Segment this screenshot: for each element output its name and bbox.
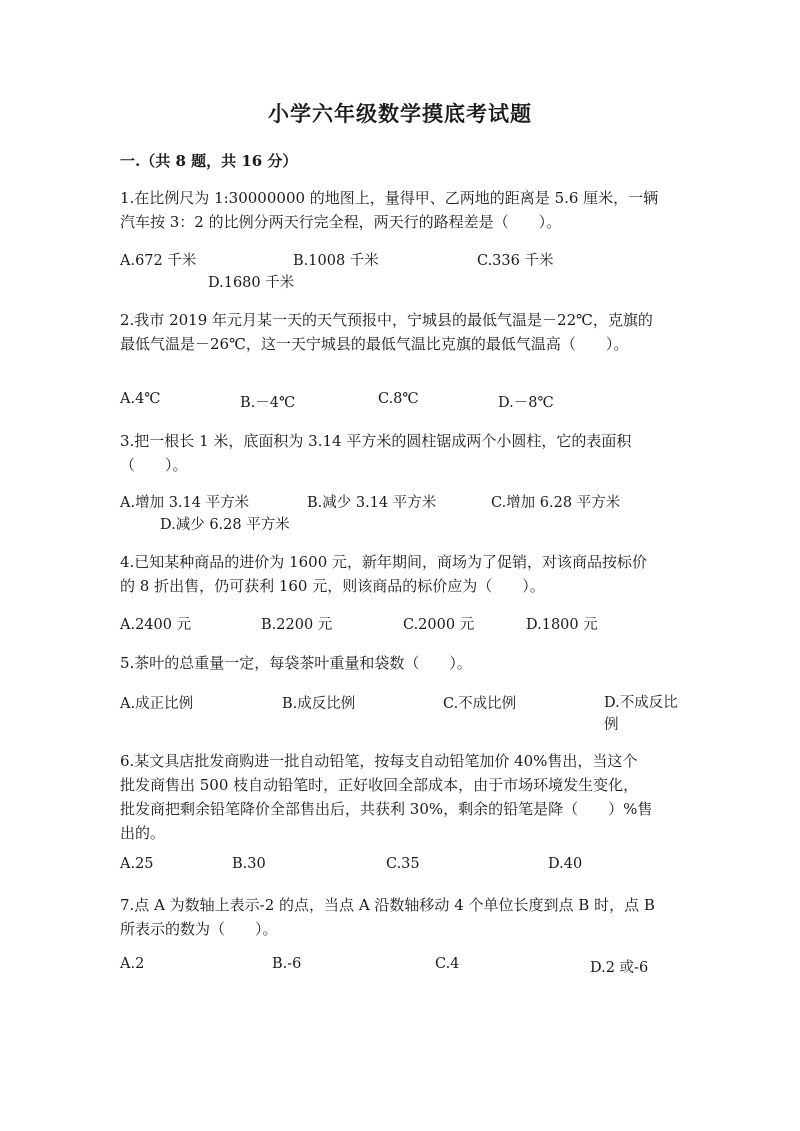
- question-line: 最低气温是－26℃，这一天宁城县的最低气温比克旗的最低气温高（ ）。: [120, 335, 629, 353]
- question-line: （ ）。: [120, 456, 188, 474]
- section-heading: 一.（共 8 题，共 16 分）: [120, 152, 298, 170]
- question-line: 5.茶叶的总重量一定，每袋茶叶重量和袋数（ ）。: [120, 654, 472, 672]
- option-a: A.25: [120, 856, 154, 872]
- option-b: B.1008 千米: [293, 253, 379, 269]
- option-a: A.增加 3.14 平方米: [120, 495, 250, 511]
- option-c: C.不成比例: [443, 696, 517, 712]
- option-b: B.减少 3.14 平方米: [307, 495, 437, 511]
- question-4: [120, 550, 680, 598]
- option-d: D.40: [548, 856, 583, 872]
- option-b: B.-6: [272, 956, 302, 972]
- option-d: D.1800 元: [526, 617, 598, 633]
- option-a: A.成正比例: [120, 696, 194, 712]
- option-b: B.成反比例: [282, 696, 356, 712]
- option-d: D.1680 千米: [208, 275, 295, 291]
- option-a: A.2400 元: [120, 617, 192, 633]
- option-d-wrapper: [120, 692, 680, 736]
- option-c: C.2000 元: [403, 617, 475, 633]
- question-line: 3.把一根长 1 米，底面积为 3.14 平方米的圆柱锯成两个小圆柱，它的表面积: [120, 432, 632, 450]
- question-2: [120, 308, 680, 356]
- question-line: 4.已知某种商品的进价为 1600 元，新年期间，商场为了促销，对该商品按标价: [120, 553, 648, 571]
- question-1: [120, 186, 680, 234]
- question-line: 出的。: [120, 824, 166, 842]
- option-d: D.2 或-6: [590, 960, 649, 976]
- question-line: 的 8 折出售，仍可获利 160 元，则该商品的标价应为（ ）。: [120, 577, 545, 595]
- option-c: C.8℃: [378, 391, 419, 407]
- question-line: 批发商售出 500 枝自动铅笔时，正好收回全部成本，由于市场环境发生变化，: [120, 776, 639, 794]
- question-5: [120, 651, 680, 675]
- option-c: C.4: [435, 956, 460, 972]
- option-c: C.35: [386, 856, 420, 872]
- question-3: [120, 429, 680, 477]
- option-a: A.2: [120, 956, 145, 972]
- option-a: A.4℃: [120, 391, 161, 407]
- question-line: 7.点 A 为数轴上表示-2 的点，当点 A 沿数轴移动 4 个单位长度到点 B 时，点 B: [120, 896, 655, 914]
- question-line: 1.在比例尺为 1:30000000 的地图上，量得甲、乙两地的距离是 5.6 厘米，一辆: [120, 189, 659, 207]
- option-c: C.336 千米: [477, 253, 554, 269]
- question-line: 汽车按 3：2 的比例分两天行完全程，两天行的路程差是（ ）。: [120, 213, 562, 231]
- question-7: [120, 893, 680, 941]
- option-a: A.672 千米: [120, 253, 197, 269]
- option-d: D.减少 6.28 平方米: [160, 517, 290, 533]
- question-line: 批发商把剩余铅笔降价全部售出后，共获利 30%，剩余的铅笔是降（ ）%售: [120, 800, 653, 818]
- exam-title: 小学六年级数学摸底考试题: [268, 101, 532, 126]
- question-line: 2.我市 2019 年元月某一天的天气预报中，宁城县的最低气温是－22℃，克旗的: [120, 311, 653, 329]
- option-b: B.－4℃: [240, 395, 296, 411]
- question-line: 6.某文具店批发商购进一批自动铅笔，按每支自动铅笔加价 40%售出，当这个: [120, 752, 638, 770]
- option-b: B.30: [232, 856, 266, 872]
- option-b: B.2200 元: [261, 617, 333, 633]
- question-6: [120, 749, 680, 845]
- question-line: 所表示的数为（ ）。: [120, 920, 278, 938]
- option-d: D.－8℃: [498, 395, 554, 411]
- option-c: C.增加 6.28 平方米: [491, 495, 621, 511]
- option-d: D.不成反比例: [604, 695, 678, 733]
